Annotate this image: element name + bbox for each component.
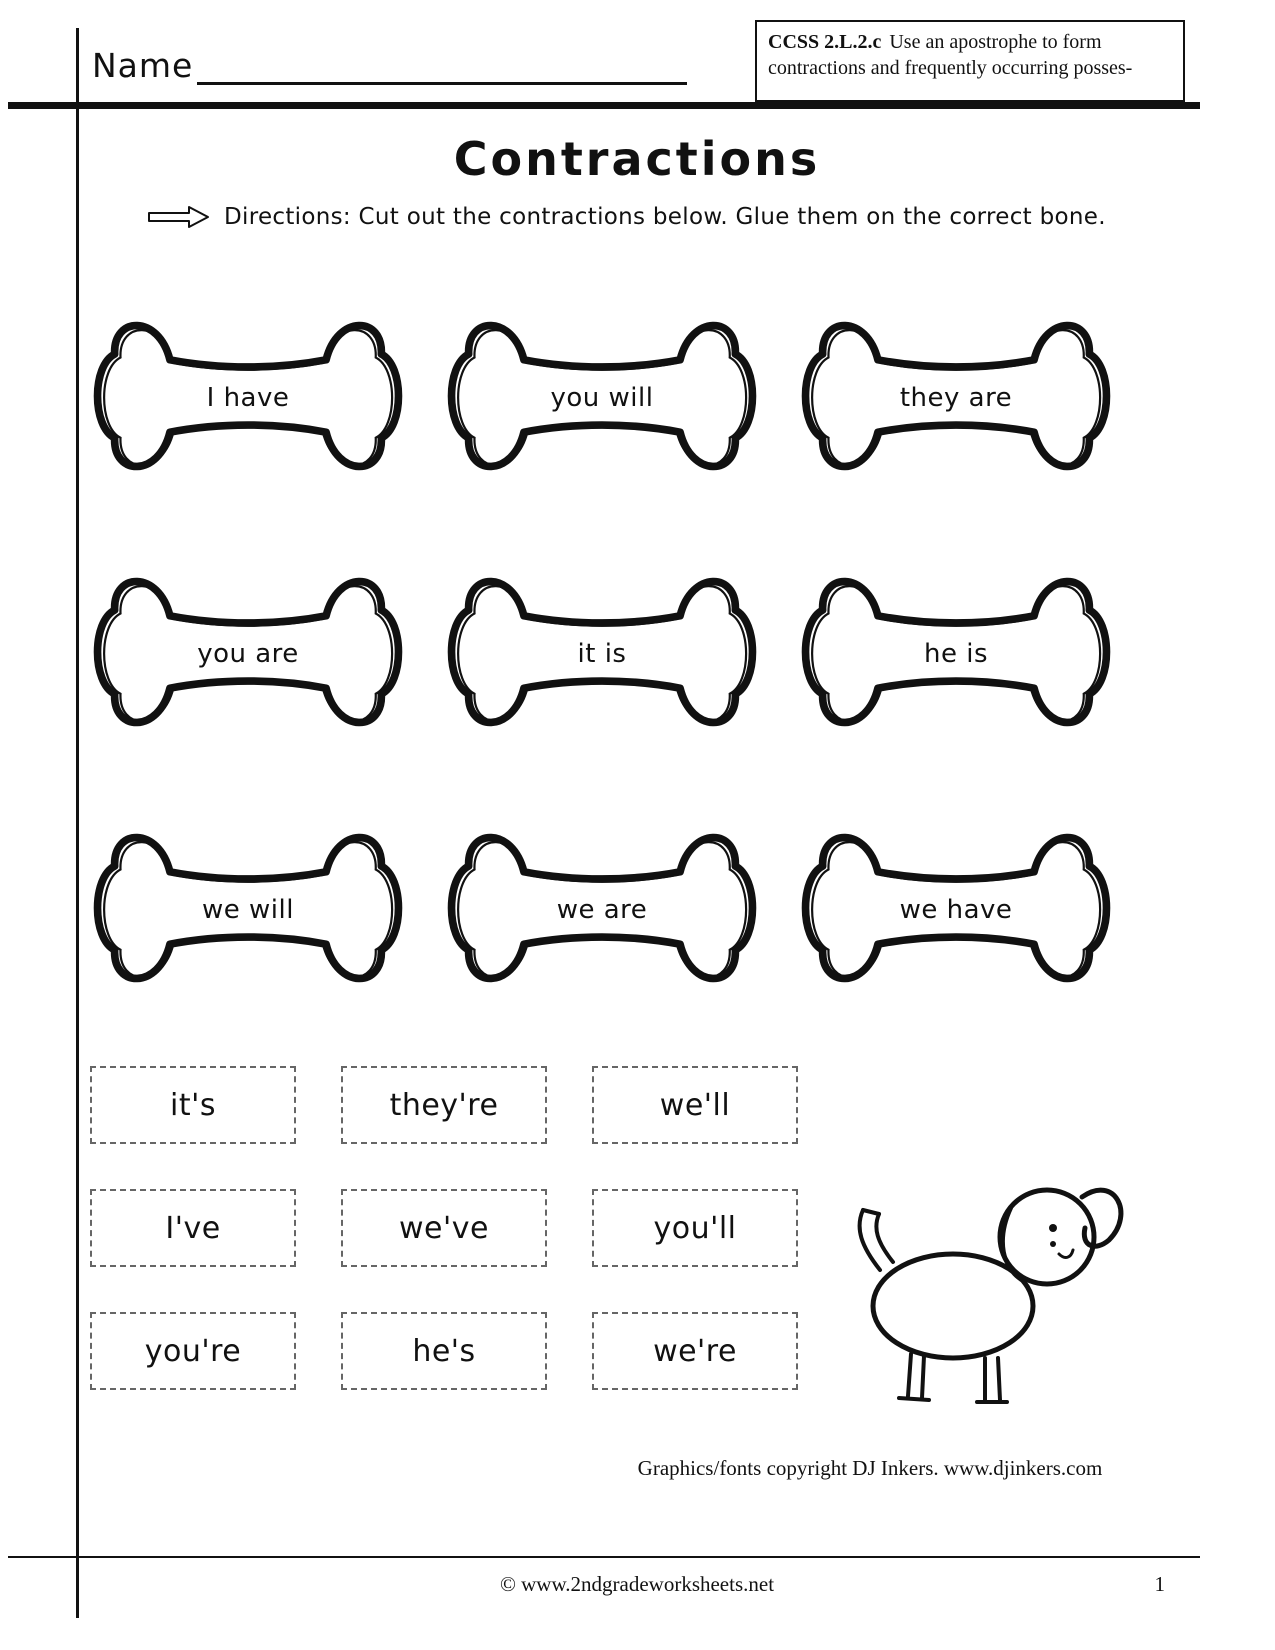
page-number: 1 bbox=[1154, 1572, 1165, 1596]
contraction-cutout bbox=[90, 1312, 296, 1390]
standards-code: CCSS 2.L.2.c bbox=[768, 31, 882, 53]
contraction-label: I've bbox=[165, 1210, 221, 1246]
contractions-grid bbox=[90, 1066, 798, 1390]
bone-label: they are bbox=[899, 383, 1013, 414]
contraction-cutout bbox=[90, 1189, 296, 1267]
bone bbox=[88, 290, 408, 502]
dog-icon bbox=[835, 1142, 1130, 1417]
name-label: Name bbox=[92, 46, 194, 85]
contraction-cutout bbox=[592, 1189, 798, 1267]
contraction-cutout bbox=[592, 1312, 798, 1390]
bone-label: you are bbox=[197, 639, 299, 670]
standards-text: Use an apostrophe to form contractions and frequently occurring posses- bbox=[768, 31, 1133, 79]
bone-label: you will bbox=[550, 383, 654, 414]
footer-url: © www.2ndgradeworksheets.net bbox=[499, 1572, 775, 1596]
bone bbox=[88, 546, 408, 758]
contraction-label: we've bbox=[399, 1210, 489, 1246]
contraction-label: you're bbox=[144, 1333, 242, 1369]
left-margin-rule bbox=[76, 28, 79, 1618]
bone bbox=[442, 802, 762, 1014]
standards-box bbox=[755, 20, 1185, 102]
name-row bbox=[92, 46, 687, 85]
bone-label: I have bbox=[206, 383, 290, 414]
contraction-cutout bbox=[90, 1066, 296, 1144]
bone-label: it is bbox=[577, 639, 627, 670]
bone-label: he is bbox=[923, 639, 989, 670]
header-divider-rule bbox=[8, 102, 1200, 109]
contraction-label: we're bbox=[653, 1333, 737, 1369]
directions-text: Directions: Cut out the contractions below. Glue them on the correct bone. bbox=[224, 204, 1106, 230]
contraction-cutout bbox=[592, 1066, 798, 1144]
credit-text: Graphics/fonts copyright DJ Inkers. www.djinkers.com bbox=[637, 1456, 1103, 1480]
bone bbox=[796, 802, 1116, 1014]
bones-grid bbox=[88, 290, 1116, 1014]
contraction-label: we'll bbox=[659, 1087, 731, 1123]
contraction-label: they're bbox=[389, 1087, 499, 1123]
bone bbox=[442, 290, 762, 502]
name-blank-line bbox=[197, 47, 687, 85]
dog-illustration bbox=[835, 1142, 1130, 1417]
contraction-cutout bbox=[341, 1066, 547, 1144]
bone-label: we are bbox=[556, 895, 648, 926]
contraction-cutout bbox=[341, 1189, 547, 1267]
directions-row bbox=[146, 204, 1106, 230]
footer-divider-rule bbox=[8, 1556, 1200, 1558]
bone-label: we will bbox=[202, 895, 294, 926]
bone bbox=[796, 546, 1116, 758]
bone-label: we have bbox=[899, 895, 1013, 926]
bone bbox=[442, 546, 762, 758]
contraction-cutout bbox=[341, 1312, 547, 1390]
bone bbox=[796, 290, 1116, 502]
contraction-label: he's bbox=[412, 1333, 476, 1369]
worksheet-title: Contractions bbox=[453, 132, 821, 186]
contraction-label: it's bbox=[170, 1087, 216, 1123]
contraction-label: you'll bbox=[653, 1210, 737, 1246]
bone bbox=[88, 802, 408, 1014]
right-arrow-icon bbox=[146, 204, 212, 230]
